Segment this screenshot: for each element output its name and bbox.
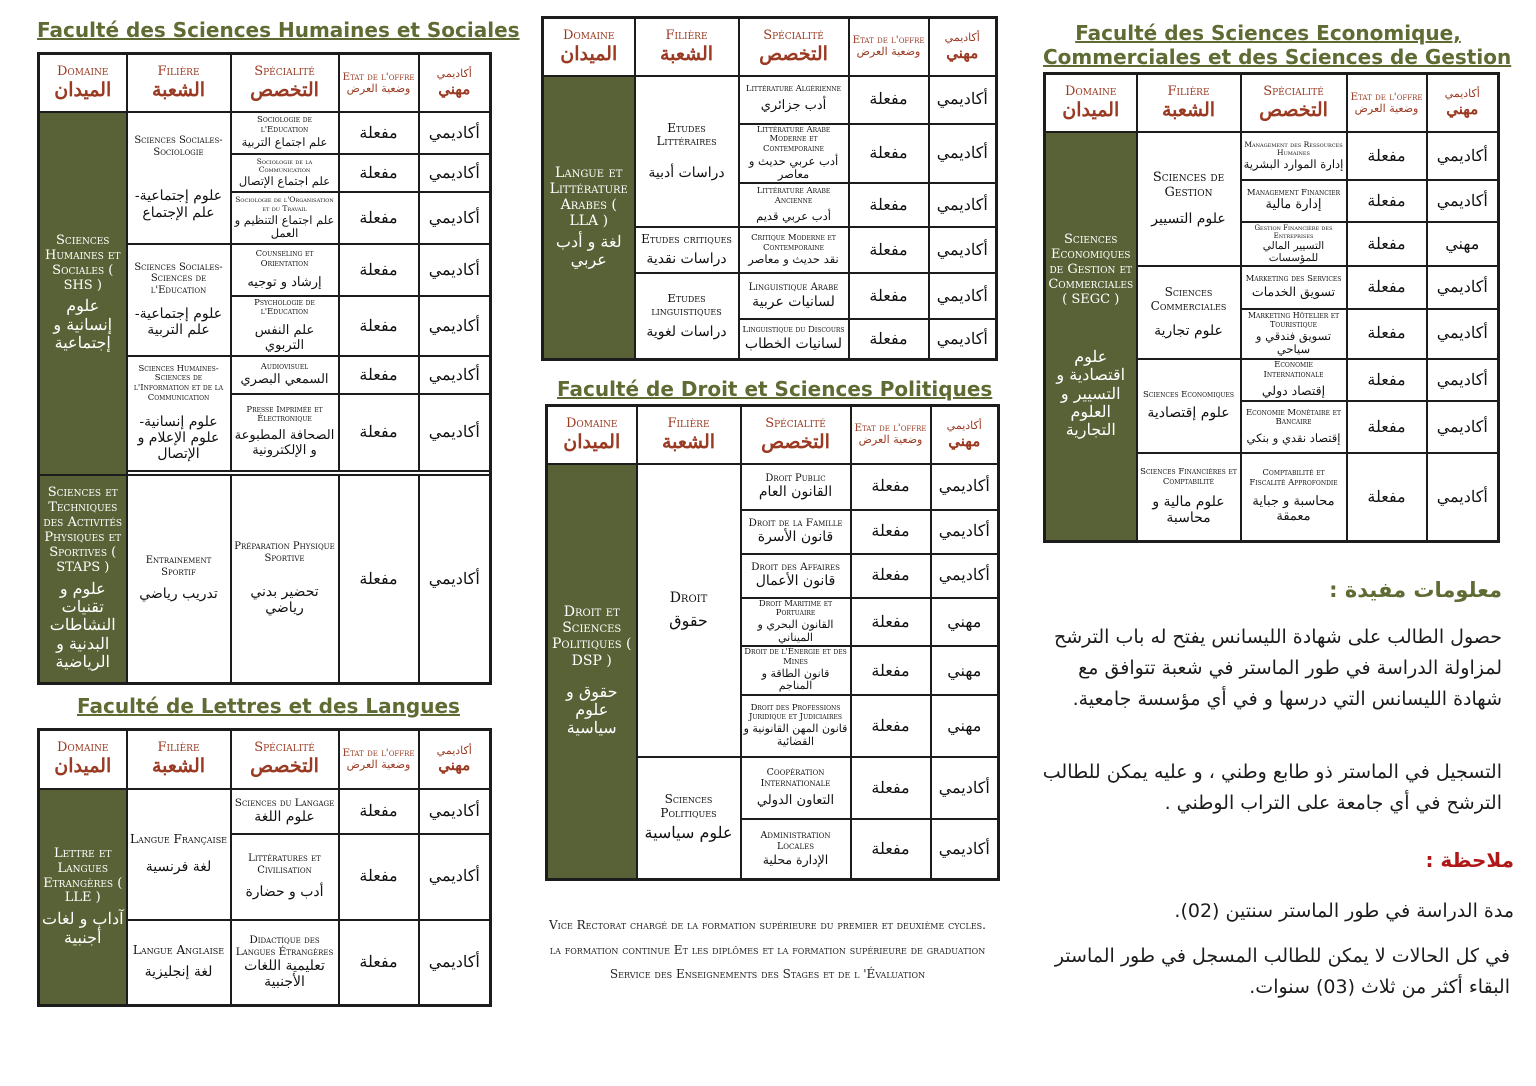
- specialite-cell: Linguistique Arabe لسانيات عربية: [739, 273, 849, 319]
- domain-cell: Lettre et Langues Etrangères ( LLE ) آداب و لغات أجنبية: [39, 789, 127, 1006]
- type-cell: أكاديمي: [929, 124, 997, 184]
- faculty-table-shs: [37, 52, 492, 685]
- specialite-cell: Sociologie de l'Education علم اجتماع التربية: [231, 112, 339, 154]
- etat-cell: مفعلة: [339, 154, 419, 192]
- specialite-cell: Sociologie de la Communication علم اجتماع الإتصال: [231, 154, 339, 192]
- etat-cell: مفعلة: [1347, 180, 1427, 222]
- filiere-cell: Etudes linguistiques دراسات لغوية: [635, 273, 739, 359]
- domain-cell: Sciences et Techniques des Activités Physiques et Sportives ( STAPS ) علوم و تقنيات النشاطات البدنية و الرياضية: [39, 475, 127, 684]
- type-cell: أكاديمي: [931, 510, 999, 554]
- specialite-cell: Coopération Internationale التعاون الدولي: [741, 757, 851, 819]
- col-header-etat: Etat de l'offre وضعية العرض: [1347, 74, 1427, 132]
- faculty-table-lle: [37, 728, 492, 1007]
- specialite-cell: Littérature Algérienne أدب جزائري: [739, 76, 849, 124]
- specialite-cell: Droit Public القانون العام: [741, 464, 851, 510]
- filiere-cell: Sciences Humaines-Sciences de l'Information et de la Communication علوم إنسانية-علوم الإعلام و الإتصال: [127, 356, 231, 470]
- type-cell: مهني: [931, 646, 999, 695]
- specialite-cell: Presse Imprimée et Électronique الصحافة المطبوعة و الإلكترونية: [231, 394, 339, 470]
- col-header-filiere: Filière الشعبة: [127, 730, 231, 789]
- type-cell: أكاديمي: [929, 76, 997, 124]
- type-cell: أكاديمي: [419, 112, 491, 154]
- filiere-cell: Sciences Sociales-Sciences de l'Education علوم إجتماعية-علم التربية: [127, 244, 231, 356]
- type-cell: أكاديمي: [1427, 453, 1499, 541]
- faculty-table-dsp: [545, 404, 1000, 881]
- etat-cell: مفعلة: [851, 757, 931, 819]
- filiere-cell: Etudes Littéraires دراسات أدبية: [635, 76, 739, 228]
- type-cell: أكاديمي: [419, 475, 491, 684]
- etat-cell: مفعلة: [339, 192, 419, 244]
- etat-cell: مفعلة: [339, 356, 419, 394]
- info-paragraph-1: حصول الطالب على شهادة الليسانس يفتح له باب الترشح لمزاولة الدراسة في طور الماستر في شعبة تتوافق مع شهادة الليسانس التي درسها و في أي مؤسسة جامعية.: [1053, 626, 1502, 710]
- type-cell: أكاديمي: [929, 183, 997, 227]
- footer-line-3: Service des Enseignements des Stages et de l 'Évaluation: [609, 967, 926, 981]
- col-header-specialite: Spécialité التخصص: [1241, 74, 1347, 132]
- etat-cell: مفعلة: [851, 510, 931, 554]
- faculty-title-lle: Faculté de Lettres et des Langues: [77, 694, 460, 718]
- specialite-cell: Linguistique du Discours لسانيات الخطاب: [739, 319, 849, 359]
- specialite-cell: Economie Monétaire et Bancaire إقتصاد نقدي و بنكي: [1241, 401, 1347, 453]
- note-line-2: في كل الحالات لا يمكن للطالب المسجل في طور الماستر البقاء أكثر من ثلاث (03) سنوات.: [1054, 945, 1510, 998]
- etat-cell: مفعلة: [339, 296, 419, 356]
- type-cell: أكاديمي: [929, 273, 997, 319]
- col-header-filiere: Filière الشعبة: [127, 54, 231, 112]
- specialite-cell: Administration Locales الإدارة محلية: [741, 819, 851, 879]
- filiere-cell: Sciences Commerciales علوم تجارية: [1137, 266, 1241, 358]
- specialite-cell: Comptabilité et Fiscalité Approfondie محاسبة و جباية معمقة: [1241, 453, 1347, 541]
- etat-cell: مفعلة: [1347, 222, 1427, 266]
- type-cell: أكاديمي: [931, 757, 999, 819]
- etat-cell: مفعلة: [849, 124, 929, 184]
- col-header-specialite: Spécialité التخصص: [741, 406, 851, 464]
- etat-cell: مفعلة: [1347, 266, 1427, 308]
- col-header-filiere: Filière الشعبة: [1137, 74, 1241, 132]
- specialite-cell: Counseling et Orientation إرشاد و توجيه: [231, 244, 339, 296]
- specialite-cell: Audiovisuel السمعي البصري: [231, 356, 339, 394]
- col-header-etat: Etat de l'offre وضعية العرض: [339, 54, 419, 112]
- type-cell: أكاديمي: [1427, 359, 1499, 401]
- etat-cell: مفعلة: [849, 227, 929, 273]
- specialite-cell: Economie Internationale إقتصاد دولي: [1241, 359, 1347, 401]
- col-header-domain: Domaine الميدان: [543, 18, 635, 76]
- type-cell: أكاديمي: [931, 554, 999, 598]
- type-cell: أكاديمي: [1427, 180, 1499, 222]
- etat-cell: مفعلة: [1347, 359, 1427, 401]
- specialite-cell: Psychologie de l'Education علم النفس التربوي: [231, 296, 339, 356]
- etat-cell: مفعلة: [339, 920, 419, 1006]
- etat-cell: مفعلة: [339, 244, 419, 296]
- type-cell: مهني: [931, 695, 999, 757]
- col-header-type: أكاديمي مهني: [419, 54, 491, 112]
- type-cell: أكاديمي: [419, 244, 491, 296]
- filiere-cell: Sciences Economiques علوم إقتصادية: [1137, 359, 1241, 453]
- specialite-cell: Droit des Affaires قانون الأعمال: [741, 554, 851, 598]
- type-cell: مهني: [931, 598, 999, 647]
- filiere-cell: Sciences Sociales-Sociologie علوم إجتماعية-علم الإجتماع: [127, 112, 231, 245]
- specialite-cell: Didactique des Langues Étrangères تعليمية اللغات الأجنبية: [231, 920, 339, 1006]
- col-header-type: أكاديمي مهني: [1427, 74, 1499, 132]
- note-line-1: مدة الدراسة في طور الماستر سنتين (02).: [1174, 900, 1514, 922]
- etat-cell: مفعلة: [339, 789, 419, 834]
- etat-cell: مفعلة: [339, 394, 419, 470]
- type-cell: أكاديمي: [929, 319, 997, 359]
- filiere-cell: Langue Anglaise لغة إنجليزية: [127, 920, 231, 1006]
- col-header-specialite: Spécialité التخصص: [739, 18, 849, 76]
- type-cell: أكاديمي: [1427, 266, 1499, 308]
- etat-cell: مفعلة: [851, 646, 931, 695]
- faculty-title-shs: Faculté des Sciences Humaines et Sociales: [37, 18, 520, 42]
- col-header-etat: Etat de l'offre وضعية العرض: [339, 730, 419, 789]
- filiere-cell: Etudes critiques دراسات نقدية: [635, 227, 739, 273]
- specialite-cell: Droit de l'Énergie et des Mines قانون الطاقة و المناجم: [741, 646, 851, 695]
- etat-cell: مفعلة: [849, 76, 929, 124]
- domain-cell: Sciences Humaines et Sociales ( SHS ) علوم إنسانية و إجتماعية: [39, 112, 127, 475]
- faculty-title-segc-line2: Commerciales et des Sciences de Gestion: [1043, 45, 1512, 69]
- etat-cell: مفعلة: [1347, 132, 1427, 180]
- specialite-cell: Critique Moderne et Contemporaine نقد حديث و معاصر: [739, 227, 849, 273]
- col-header-type: أكاديمي مهني: [419, 730, 491, 789]
- type-cell: أكاديمي: [419, 154, 491, 192]
- type-cell: أكاديمي: [1427, 309, 1499, 359]
- faculty-table-lla: [541, 16, 998, 361]
- type-cell: أكاديمي: [419, 920, 491, 1006]
- type-cell: أكاديمي: [1427, 401, 1499, 453]
- etat-cell: مفعلة: [851, 554, 931, 598]
- specialite-cell: Gestion Financière des Entreprises التسيير المالي للمؤسسات: [1241, 222, 1347, 266]
- type-cell: أكاديمي: [419, 356, 491, 394]
- etat-cell: مفعلة: [851, 695, 931, 757]
- col-header-type: أكاديمي مهني: [931, 406, 999, 464]
- type-cell: أكاديمي: [419, 192, 491, 244]
- info-paragraph-2: التسجيل في الماستر ذو طابع وطني ، و عليه يمكن للطالب الترشح في أي جامعة على التراب الوطني .: [1042, 761, 1502, 814]
- col-header-specialite: Spécialité التخصص: [231, 54, 339, 112]
- specialite-cell: Sciences du Langage علوم اللغة: [231, 789, 339, 834]
- specialite-cell: Droit des Professions Juridique et Judiciaires قانون المهن القانونية و القضائية: [741, 695, 851, 757]
- filiere-cell: Sciences Politiques علوم سياسية: [637, 757, 741, 879]
- col-header-domain: Domaine الميدان: [547, 406, 637, 464]
- etat-cell: مفعلة: [851, 464, 931, 510]
- specialite-cell: Management Financier إدارة مالية: [1241, 180, 1347, 222]
- note-title: ملاحظة :: [1425, 848, 1514, 872]
- etat-cell: مفعلة: [1347, 453, 1427, 541]
- type-cell: أكاديمي: [419, 789, 491, 834]
- filiere-cell: Droit حقوق: [637, 464, 741, 758]
- type-cell: مهني: [1427, 222, 1499, 266]
- specialite-cell: Droit de la Famille قانون الأسرة: [741, 510, 851, 554]
- etat-cell: مفعلة: [849, 319, 929, 359]
- etat-cell: مفعلة: [339, 475, 419, 684]
- type-cell: أكاديمي: [419, 296, 491, 356]
- etat-cell: مفعلة: [851, 598, 931, 647]
- specialite-cell: Préparation Physique Sportive تحضير بدني رياضي: [231, 475, 339, 684]
- type-cell: أكاديمي: [419, 394, 491, 470]
- col-header-filiere: Filière الشعبة: [635, 18, 739, 76]
- specialite-cell: Sociologie de l'Organisation et du Travail علم اجتماع التنظيم و العمل: [231, 192, 339, 244]
- col-header-type: أكاديمي مهني: [929, 18, 997, 76]
- type-cell: أكاديمي: [931, 464, 999, 510]
- col-header-etat: Etat de l'offre وضعية العرض: [849, 18, 929, 76]
- type-cell: أكاديمي: [931, 819, 999, 879]
- filiere-cell: Sciences de Gestion علوم التسيير: [1137, 132, 1241, 267]
- filiere-cell: Langue Française لغة فرنسية: [127, 789, 231, 920]
- footer: [520, 913, 1015, 987]
- info-title: معلومات مفيدة :: [1329, 578, 1502, 602]
- etat-cell: مفعلة: [849, 183, 929, 227]
- specialite-cell: Management des Ressources Humaines إدارة الموارد البشرية: [1241, 132, 1347, 180]
- type-cell: أكاديمي: [1427, 132, 1499, 180]
- etat-cell: مفعلة: [849, 273, 929, 319]
- type-cell: أكاديمي: [419, 834, 491, 920]
- specialite-cell: Droit Maritime et Portuaire القانون البحري و الميناني: [741, 598, 851, 647]
- etat-cell: مفعلة: [339, 112, 419, 154]
- specialite-cell: Littérature Arabe Ancienne أدب عربي قديم: [739, 183, 849, 227]
- col-header-etat: Etat de l'offre وضعية العرض: [851, 406, 931, 464]
- etat-cell: مفعلة: [339, 834, 419, 920]
- col-header-domain: Domaine الميدان: [1045, 74, 1137, 132]
- footer-line-1: Vice Rectorat chargé de la formation supérieure du premier et deuxième cycles.: [549, 918, 986, 932]
- filiere-cell: Entrainement Sportif تدريب رياضي: [127, 475, 231, 684]
- col-header-domain: Domaine الميدان: [39, 730, 127, 789]
- domain-cell: Langue et Littérature Arabes ( LLA ) لغة و أدب عربي: [543, 76, 635, 360]
- etat-cell: مفعلة: [1347, 309, 1427, 359]
- footer-line-2: la formation continue Et les diplômes et la formation supérieure de graduation: [549, 942, 986, 957]
- faculty-table-segc: [1043, 72, 1500, 543]
- faculty-title-segc-line1: Faculté des Sciences Economique,: [1075, 21, 1461, 45]
- type-cell: أكاديمي: [929, 227, 997, 273]
- col-header-domain: Domaine الميدان: [39, 54, 127, 112]
- specialite-cell: Marketing des Services تسويق الخدمات: [1241, 266, 1347, 308]
- specialite-cell: Littératures et Civilisation أدب و حضارة: [231, 834, 339, 920]
- etat-cell: مفعلة: [851, 819, 931, 879]
- domain-cell: Droit et Sciences Politiques ( DSP ) حقوق و علوم سياسية: [547, 464, 637, 880]
- specialite-cell: Marketing Hôtelier et Touristique تسويق فندقي و سياحي: [1241, 309, 1347, 359]
- etat-cell: مفعلة: [1347, 401, 1427, 453]
- filiere-cell: Sciences Financières et Comptabilité علوم مالية و محاسبة: [1137, 453, 1241, 541]
- domain-cell: Sciences Economiques de Gestion et Commerciales ( SEGC ) علوم اقتصادية و التسيير و العلوم التجارية: [1045, 132, 1137, 542]
- col-header-specialite: Spécialité التخصص: [231, 730, 339, 789]
- specialite-cell: Littérature Arabe Moderne et Contemporaine أدب عربي حديث و معاصر: [739, 124, 849, 184]
- faculty-title-dsp: Faculté de Droit et Sciences Politiques: [557, 377, 993, 401]
- col-header-filiere: Filière الشعبة: [637, 406, 741, 464]
